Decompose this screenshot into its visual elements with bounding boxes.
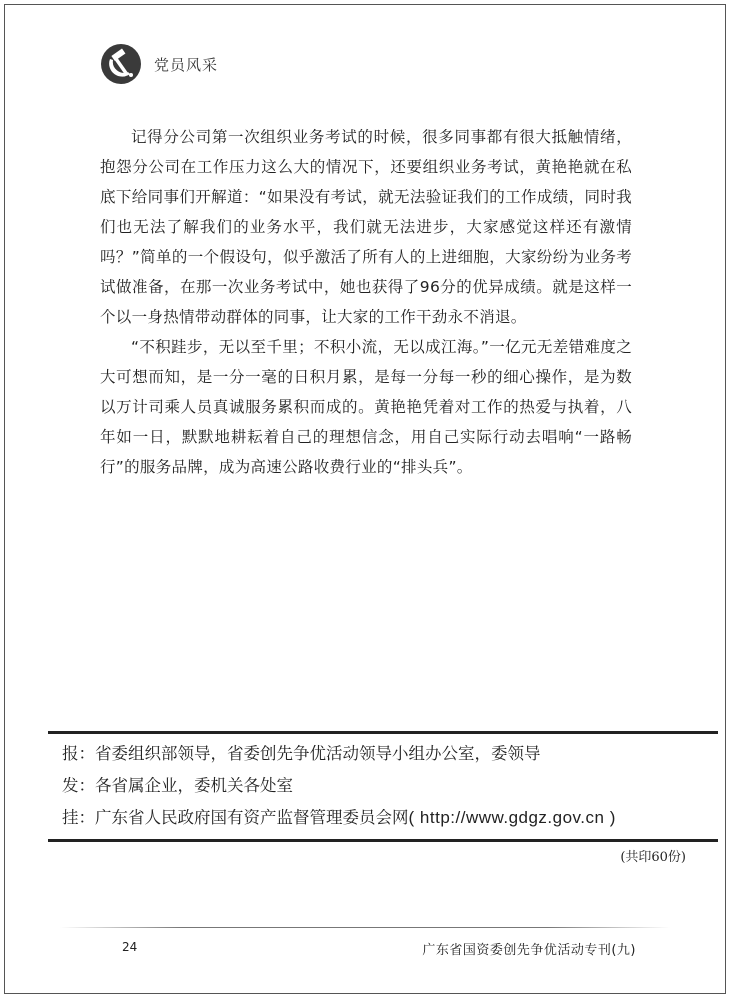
paren-close: ): [609, 808, 616, 827]
divider-top: [48, 731, 718, 734]
report-label: 报：: [62, 744, 95, 763]
website-link[interactable]: http://www.gdgz.gov.cn: [419, 808, 605, 827]
copies-note: (共印60份): [620, 850, 686, 865]
report-row: [62, 738, 712, 770]
divider-bottom: [48, 839, 718, 842]
section-header: [100, 42, 218, 86]
section-title: 党员风采: [154, 55, 219, 74]
page-number: 24: [122, 940, 138, 954]
send-label: 发：: [62, 776, 95, 795]
article-body: [100, 122, 632, 482]
send-text: 各省属企业，委机关各处室: [95, 776, 293, 795]
post-label: 挂：: [62, 808, 95, 827]
send-row: [62, 770, 712, 802]
hammer-sickle-icon: [100, 43, 142, 85]
paren-open: (: [408, 808, 415, 827]
post-row: [62, 802, 712, 834]
post-text: 广东省人民政府国有资产监督管理委员会网: [95, 808, 409, 827]
journal-title: 广东省国资委创先争优活动专刊(九): [422, 943, 636, 958]
distribution-list: [62, 738, 712, 834]
paragraph: “不积跬步，无以至千里；不积小流，无以成江海。”一亿元无差错难度之大可想而知，是一分一毫的日积月累，是每一分每一秒的细心操作，是为数以万计司乘人员真诚服务累积而成的。黄艳艳凭着对工作的热爱与执着，八年如一日，默默地耕耘着自己的理想信念，用自己实际行动去唱响“一路畅行”的服务品牌，成为高速公路收费行业的“排头兵”。: [100, 338, 632, 476]
paragraph: 记得分公司第一次组织业务考试的时候，很多同事都有很大抵触情绪，抱怨分公司在工作压力这么大的情况下，还要组织业务考试，黄艳艳就在私底下给同事们开解道：“如果没有考试，就无法验证我们的工作成绩，同时我们也无法了解我们的业务水平，我们就无法进步，大家感觉这样还有激情吗？”简单的一个假设句，似乎激活了所有人的上进细胞，大家纷纷为业务考试做准备，在那一次业务考试中，她也获得了96分的优异成绩。就是这样一个以一身热情带动群体的同事，让大家的工作干劲永不消退。: [100, 128, 632, 326]
report-text: 省委组织部领导，省委创先争优活动领导小组办公室，委领导: [95, 744, 541, 763]
footer-divider: [60, 927, 670, 928]
